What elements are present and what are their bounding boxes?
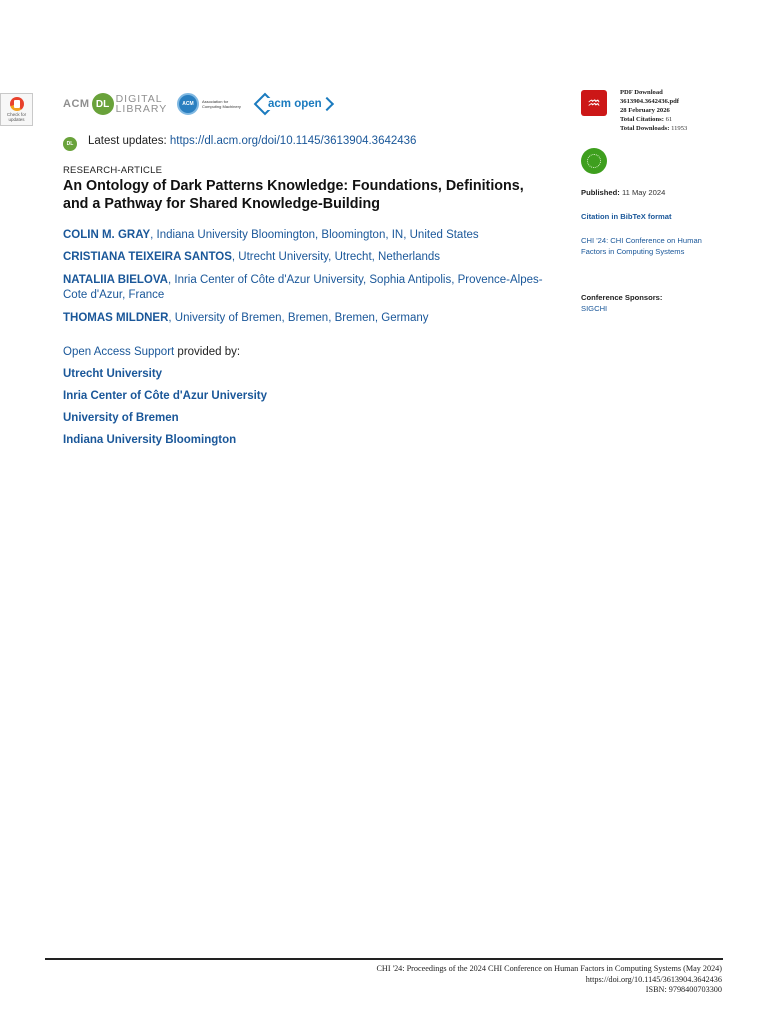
sponsor-link[interactable]: SIGCHI <box>581 304 608 313</box>
footer-proceedings: CHI '24: Proceedings of the 2024 CHI Conference on Human Factors in Computing Systems (May 2024) <box>376 964 722 973</box>
acm-open-logo[interactable] <box>257 91 332 117</box>
association-text: Association for Computing Machinery <box>202 99 241 109</box>
author-entry[interactable] <box>63 228 563 243</box>
downloads-label: Total Downloads: <box>620 125 670 132</box>
pdf-date: 28 February 2026 <box>620 107 670 114</box>
citations-label: Total Citations: <box>620 116 664 123</box>
author-name[interactable]: CRISTIANA TEIXEIRA SANTOS <box>63 251 232 263</box>
author-affiliation: , Indiana University Bloomington, Bloomington, IN, United States <box>150 229 479 241</box>
author-affiliation: , Utrecht University, Utrecht, Netherlands <box>231 251 441 263</box>
bibtex-citation-link[interactable]: Citation in BibTeX format <box>581 212 672 221</box>
institution-link[interactable]: Indiana University Bloomington <box>63 434 237 446</box>
dl-icon: DL <box>63 137 77 151</box>
author-entry[interactable] <box>63 273 563 303</box>
open-access-link[interactable]: Open Access Support <box>63 346 175 358</box>
downloads-value: 11953 <box>671 125 688 132</box>
open-access-suffix: provided by: <box>174 346 241 358</box>
logo-dl-badge: DL <box>92 93 114 115</box>
open-access-badge-icon <box>581 148 607 174</box>
pdf-filename: 3613904.3642436.pdf <box>620 98 679 105</box>
pdf-icon[interactable]: ♒ <box>581 90 607 116</box>
acm-seal-icon: ACM <box>177 93 199 115</box>
check-updates-text: Check for updates <box>6 112 27 122</box>
article-title: An Ontology of Dark Patterns Knowledge: Foundations, Definitions, and a Pathway for Shared Knowledge-Building <box>63 178 524 212</box>
footer-doi[interactable]: https://doi.org/10.1145/3613904.3642436 <box>585 974 722 984</box>
latest-updates-label: Latest updates: <box>88 135 167 147</box>
acm-association-logo[interactable] <box>177 91 246 117</box>
logo-library-word: LIBRARY <box>115 103 168 115</box>
open-access-support <box>63 345 240 360</box>
acm-digital-library-logo[interactable] <box>63 91 167 117</box>
latest-updates <box>88 134 416 149</box>
footer <box>376 964 722 996</box>
logo-acm-text: ACM <box>63 98 90 110</box>
institution-link[interactable]: University of Bremen <box>63 412 179 424</box>
institution-link[interactable]: Utrecht University <box>63 368 163 380</box>
author-affiliation: , Inria Center of Côte d'Azur University, Sophia Antipolis, Provence-Alpes-Cote d'Azur, France <box>63 274 543 301</box>
author-entry[interactable] <box>63 250 563 265</box>
author-entry[interactable] <box>63 311 563 326</box>
author-name[interactable]: NATALIIA BIELOVA <box>63 274 168 286</box>
published-value: 11 May 2024 <box>621 188 666 197</box>
institution-link[interactable]: Inria Center of Côte d'Azur University <box>63 390 268 402</box>
author-affiliation: , University of Bremen, Bremen, Bremen, Germany <box>168 312 429 324</box>
footer-isbn: ISBN: 9798400703300 <box>645 985 722 994</box>
pdf-download-label[interactable]: PDF Download <box>620 89 663 96</box>
published-date <box>581 188 665 197</box>
check-for-updates-badge[interactable] <box>0 93 33 126</box>
logo-library-text <box>116 94 168 114</box>
logo-digital-word: DIGITAL <box>115 93 163 105</box>
citations-value: 61 <box>665 116 673 123</box>
footer-divider <box>45 958 723 960</box>
sponsors-label: Conference Sponsors: <box>581 293 663 302</box>
acm-open-text: acm open <box>268 98 322 110</box>
published-label: Published: <box>581 188 620 197</box>
article-type: RESEARCH-ARTICLE <box>63 165 163 176</box>
author-name[interactable]: THOMAS MILDNER <box>63 312 169 324</box>
conference-link[interactable]: CHI '24: CHI Conference on Human Factors in Computing Systems <box>581 236 702 256</box>
author-name[interactable]: COLIN M. GRAY <box>63 229 151 241</box>
bookmark-icon <box>10 97 24 111</box>
pdf-download-info <box>620 88 687 133</box>
latest-updates-link[interactable]: https://dl.acm.org/doi/10.1145/3613904.3642436 <box>169 135 417 147</box>
